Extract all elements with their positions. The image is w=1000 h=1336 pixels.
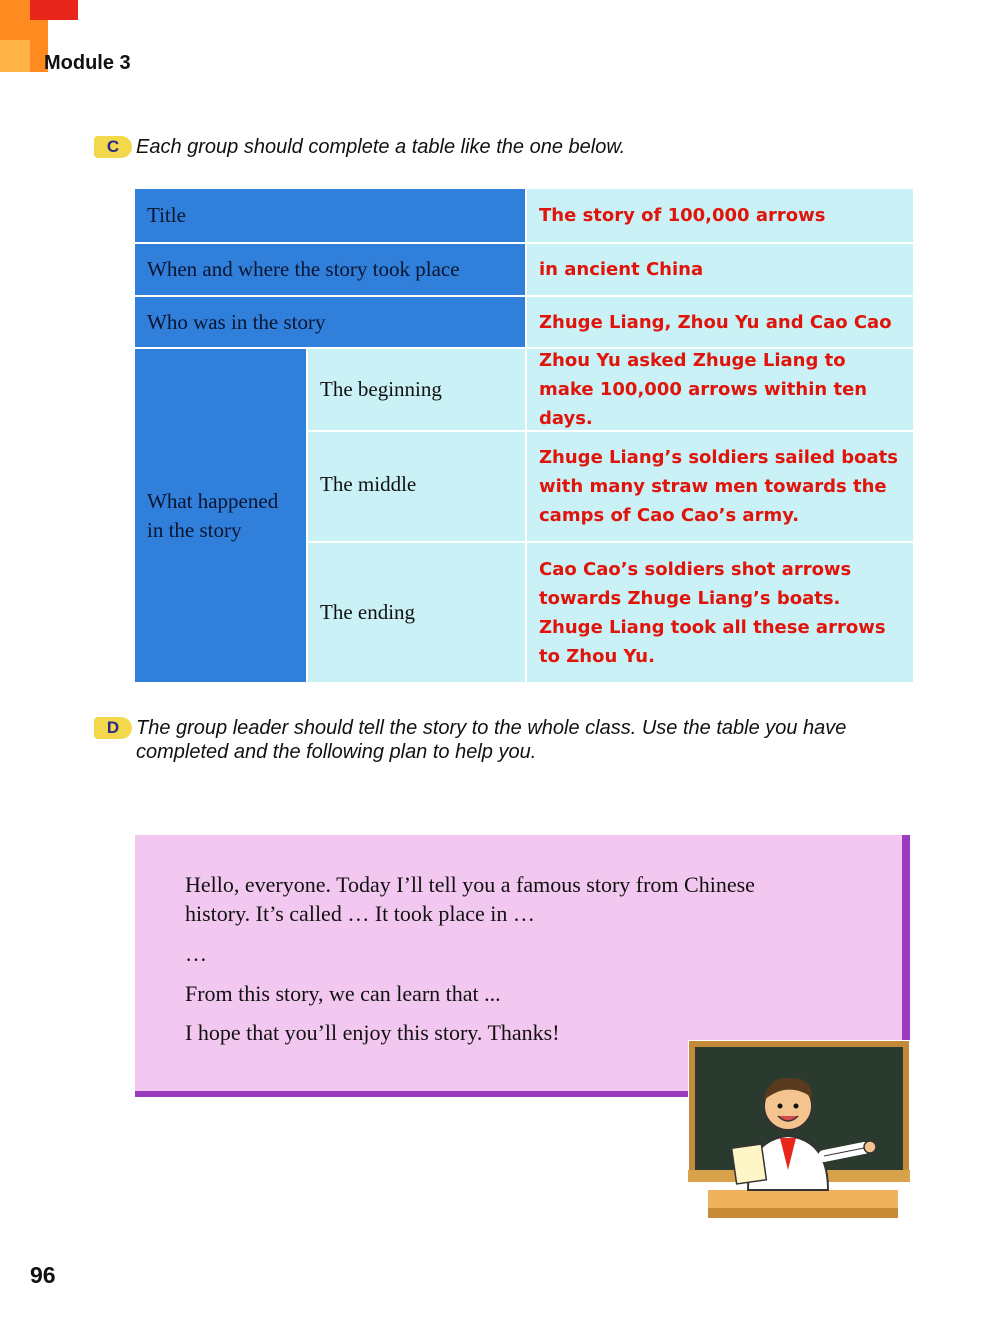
part-value-middle: Zhuge Liang’s soldiers sailed boats with many straw men towards the camps of Cao Cao’s army. [527, 432, 913, 541]
page-number: 96 [30, 1262, 56, 1288]
what-happened-label [135, 349, 306, 682]
section-d-instruction-line2: completed and the following plan to help you. [136, 741, 537, 763]
speech-line: history. It’s called … It took place in … [185, 901, 535, 926]
table-row-label: Who was in the story [135, 297, 525, 347]
section-d-badge: D [94, 717, 132, 739]
section-c-badge: C [94, 136, 132, 158]
speech-line: Hello, everyone. Today I’ll tell you a famous story from Chinese [185, 872, 755, 897]
story-table [135, 189, 913, 682]
part-value-ending: Cao Cao’s soldiers shot arrows towards Zhuge Liang’s boats. Zhuge Liang took all these arrows to Zhou Yu. [527, 543, 913, 682]
module-label: Module 3 [44, 52, 131, 74]
student-presenting-illustration [688, 1040, 910, 1220]
section-c-instruction: Each group should complete a table like the one below. [136, 136, 626, 158]
table-row-value: The story of 100,000 arrows [527, 189, 913, 242]
part-label-ending: The ending [308, 543, 525, 682]
what-happened-line2: in the story [147, 517, 242, 542]
table-row-value: in ancient China [527, 244, 913, 295]
speech-line: I hope that you’ll enjoy this story. Thanks! [185, 1020, 560, 1045]
speech-line: … [185, 941, 207, 966]
what-happened-line1: What happened [147, 488, 279, 513]
part-label-beginning: The beginning [308, 349, 525, 430]
speech-line: From this story, we can learn that ... [185, 981, 501, 1006]
part-value-beginning: Zhou Yu asked Zhuge Liang to make 100,000 arrows within ten days. [527, 349, 913, 430]
section-d-instruction-line1: The group leader should tell the story to the whole class. Use the table you have [136, 717, 847, 739]
table-row-label: Title [135, 189, 525, 242]
table-row-value: Zhuge Liang, Zhou Yu and Cao Cao [527, 297, 913, 347]
table-row-label: When and where the story took place [135, 244, 525, 295]
part-label-middle: The middle [308, 432, 525, 541]
